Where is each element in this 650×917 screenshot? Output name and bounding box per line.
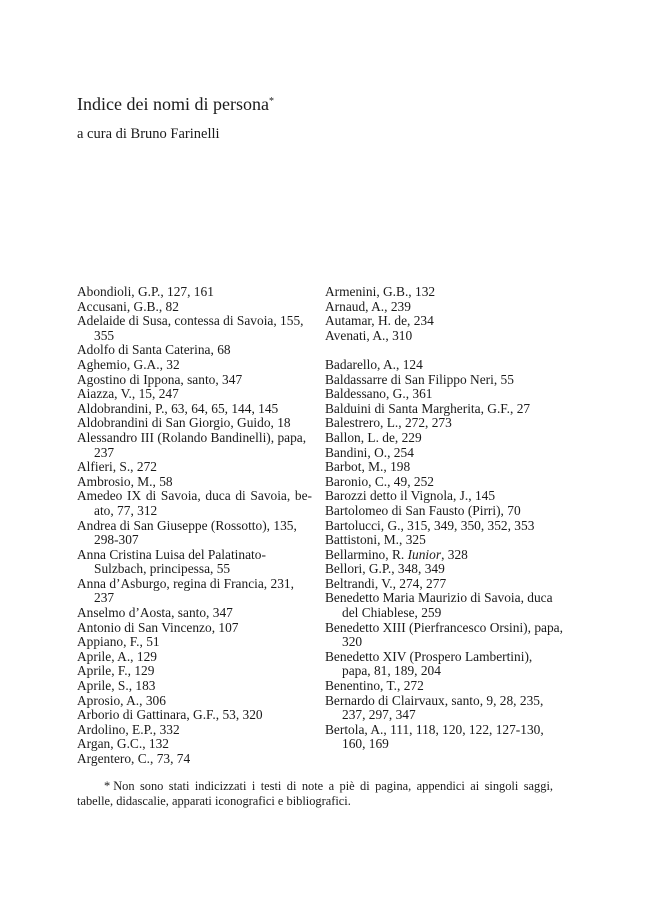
index-entry: Benedetto XIV (Prospero Lambertini), papa, 81, 189, 204 [325,648,533,679]
index-entry: Accusani, G.B., 82 [77,298,179,314]
index-entry: Ambrosio, M., 58 [77,473,173,489]
index-entry: Ardolino, E.P., 332 [77,721,180,737]
index-group-a [325,285,563,343]
index-entry: Autamar, H. de, 234 [325,313,434,329]
index-entry: Baronio, C., 49, 252 [325,473,434,489]
index-entry: Benentino, T., 272 [325,678,424,694]
index-entry: Appiano, F., 51 [77,634,160,650]
index-entry: Anselmo d’Aosta, santo, 347 [77,605,233,621]
index-entry: Amedeo IX di Savoia, duca di Savoia, be- ato, 77, 312 [77,488,312,518]
index-entry: Aprile, A., 129 [77,648,157,664]
page-title [77,93,274,115]
group-separator [325,343,563,358]
page-subtitle: a cura di Bruno Farinelli [77,126,220,142]
index-entry: Adolfo di Santa Caterina, 68 [77,342,231,358]
index-entry: Aldobrandini, P., 63, 64, 65, 144, 145 [77,400,279,416]
index-entry: Bartolucci, G., 315, 349, 350, 352, 353 [325,517,535,533]
index-entry: Adelaide di Susa, contessa di Savoia, 155, 355 [77,313,304,343]
index-entry: Argentero, C., 73, 74 [77,751,191,766]
index-entry: Barozzi detto il Vignola, J., 145 [325,488,496,504]
index-entry: Baldassarre di San Filippo Neri, 55 [325,371,514,387]
index-entry: Aiazza, V., 15, 247 [77,386,179,402]
index-entry: Arnaud, A., 239 [325,298,411,314]
index-entry: Bertola, A., 111, 118, 120, 122, 127-130, 160, 169 [325,721,544,752]
index-entry: Aghemio, G.A., 32 [77,356,180,372]
footnote-mark: * [104,779,111,793]
index-entry: Benedetto Maria Maurizio di Savoia, duca del Chiablese, 259 [325,590,553,621]
index-entry: Alessandro III (Rolando Bandinelli), papa, 237 [77,429,307,460]
index-entry: Badarello, A., 124 [325,356,423,372]
index-entry: Anna d’Asburgo, regina di Francia, 231, 237 [77,575,294,606]
index-entry: Baldessano, G., 361 [325,386,433,402]
index-entry: Avenati, A., 310 [325,327,413,343]
index-entry: Agostino di Ippona, santo, 347 [77,371,243,387]
title-footnote-mark: * [268,96,274,107]
index-entry: Abondioli, G.P., 127, 161 [77,284,214,299]
index-entry: Benedetto XIII (Pierfrancesco Orsini), papa, 320 [325,619,563,650]
index-entry: Barbot, M., 198 [325,459,411,475]
index-entry: Armenini, G.B., 132 [325,284,436,299]
index-group-b [325,358,563,752]
footnote-text: Non sono stati indicizzati i testi di note a piè di pagina, appendici ai singoli saggi, tabelle, didascalie, apparati iconografici e bibliografici. [77,779,553,808]
index-column-right [325,285,563,752]
index-entry: Argan, G.C., 132 [77,736,169,752]
index-entry: Bellori, G.P., 348, 349 [325,561,445,577]
index-entry: Arborio di Gattinara, G.F., 53, 320 [77,707,263,723]
index-entry: Anna Cristina Luisa del Palatinato-Sulzbach, principessa, 55 [77,546,266,577]
index-entry: Balduini di Santa Margherita, G.F., 27 [325,400,531,416]
index-entry: Beltrandi, V., 274, 277 [325,575,447,591]
index-entry: Bartolomeo di San Fausto (Pirri), 70 [325,502,521,518]
index-entry: Antonio di San Vincenzo, 107 [77,619,239,635]
index-entry: Aprosio, A., 306 [77,692,166,708]
page-title-text: Indice dei nomi di persona [77,94,269,114]
index-entry: Battistoni, M., 325 [325,532,426,548]
index-column-left [77,285,312,767]
index-entry: Balestrero, L., 272, 273 [325,415,452,431]
index-entry: Aprile, S., 183 [77,678,156,694]
index-entry: Aldobrandini di San Giorgio, Guido, 18 [77,415,291,431]
index-entry: Ballon, L. de, 229 [325,429,422,445]
index-entry: Bernardo di Clairvaux, santo, 9, 28, 235, 237, 297, 347 [325,692,544,723]
index-entry: Bellarmino, R. Iunior, 328 [325,546,468,562]
index-entry: Andrea di San Giuseppe (Rossotto), 135, 298-307 [77,517,297,548]
index-entry: Aprile, F., 129 [77,663,155,679]
index-entry: Bandini, O., 254 [325,444,414,460]
index-entry: Alfieri, S., 272 [77,459,157,475]
footnote [77,779,553,809]
